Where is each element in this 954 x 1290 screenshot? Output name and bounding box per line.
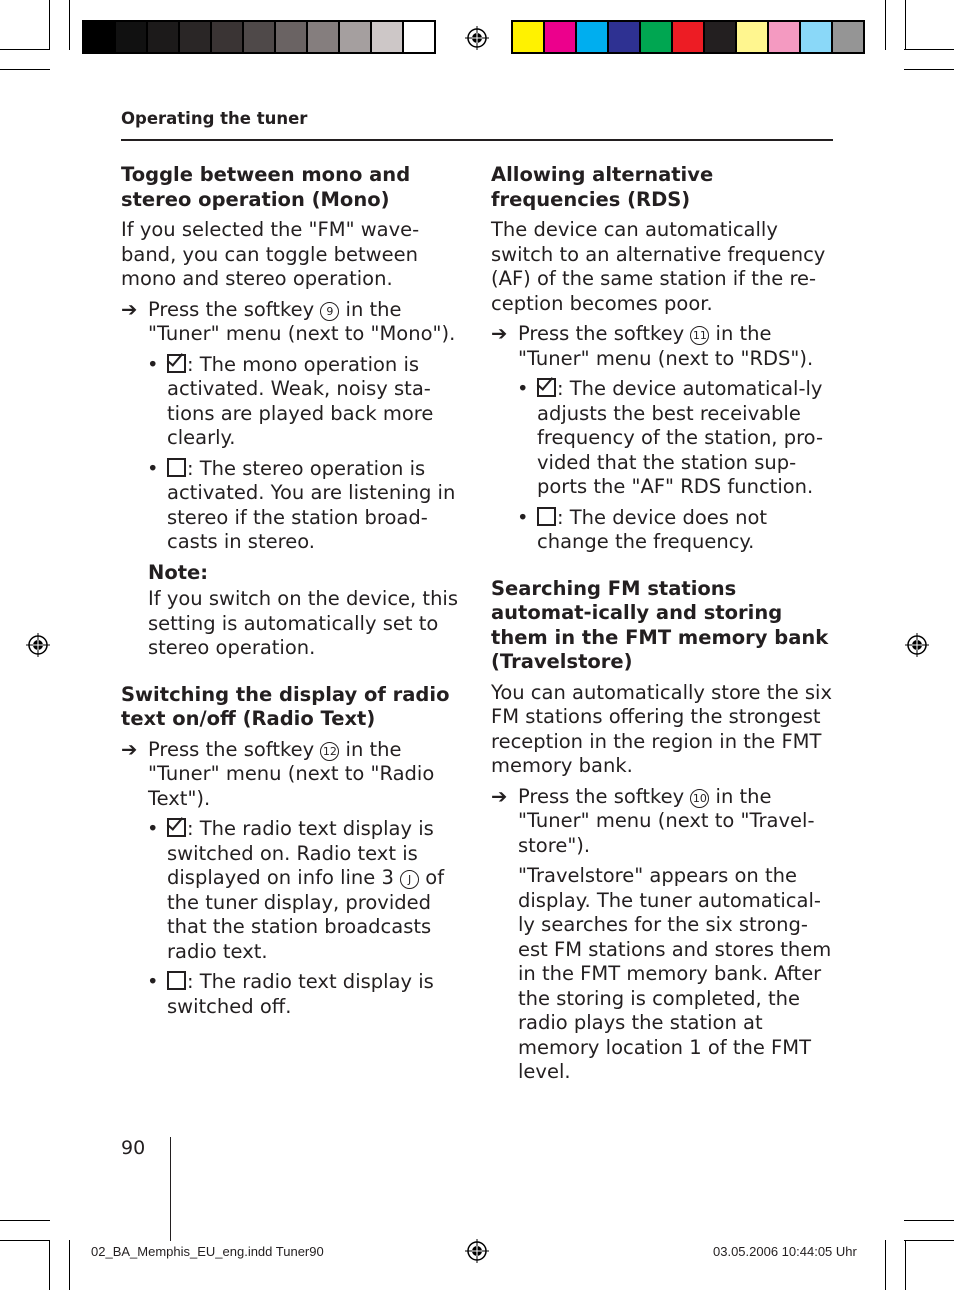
item-text: : The device automatical-ly adjusts the best receivable frequency of the station, pro-vided that the station sup-ports the "AF" RDS function. (537, 377, 823, 498)
step-text: in the "Tuner" menu (next to "Radio Text"). (148, 737, 435, 810)
softkey-number-icon: 11 (690, 326, 709, 345)
color-swatch (404, 22, 434, 52)
slug-file-info: 02_BA_Memphis_EU_eng.indd Tuner90 (91, 1244, 324, 1259)
unchecked-box-icon (537, 507, 556, 526)
section-heading-radio-text: Switching the display of radio text on/off (Radio Text) (121, 682, 450, 730)
crop-mark (69, 1240, 70, 1290)
color-swatch (673, 22, 705, 52)
color-swatch (801, 22, 833, 52)
color-swatch (148, 22, 180, 52)
checked-box-icon (537, 378, 556, 397)
travelstore-step (491, 785, 836, 859)
softkey-number-icon: 10 (690, 789, 709, 808)
registration-mark-icon (465, 26, 489, 50)
color-swatch (609, 22, 641, 52)
color-swatch (705, 22, 737, 52)
item-text: : The radio text display is switched on. Radio text is displayed on info line 3 (167, 817, 434, 889)
travelstore-result: "Travelstore" appears on the display. The tuner automatical-ly searches for the six strong-est FM stations and stores them in the FMT memory bank. After the storing is completed, the radio plays the station at memory location 1 of the FMT level. (518, 864, 832, 1083)
item-text: of the tuner display, provided that the station broadcasts radio text. (167, 866, 445, 963)
grayscale-color-bar (82, 20, 436, 54)
radio-text-step (121, 738, 471, 812)
crop-mark (49, 1240, 50, 1290)
step-text: Press the softkey (518, 784, 685, 808)
checked-box-icon (167, 354, 186, 373)
bullet-icon: • (147, 817, 159, 840)
arrow-icon: ➔ (491, 322, 508, 345)
slug-date-info: 03.05.2006 10:44:05 Uhr (713, 1244, 857, 1259)
item-text: : The device does not change the frequency. (537, 505, 768, 553)
step-text: in the "Tuner" menu (next to "RDS"). (518, 322, 814, 370)
right-column (491, 163, 836, 1091)
running-head: Operating the tuner (121, 109, 308, 128)
page-number-rule (170, 1137, 171, 1241)
travelstore-intro: You can automatically store the six FM stations offering the strongest reception in the region in the FMT memory bank. (491, 680, 833, 777)
step-text: in the "Tuner" menu (next to "Travel-store"). (518, 784, 815, 857)
crop-mark (0, 69, 50, 70)
rds-intro: The device can automatically switch to an alternative frequency (AF) of the same station if the re-ception becomes poor. (491, 218, 826, 315)
note-text: If you switch on the device, this setting is automatically set to stereo operation. (148, 587, 459, 659)
bullet-icon: • (147, 970, 159, 993)
crop-mark (0, 1220, 50, 1221)
color-swatch (545, 22, 577, 52)
color-swatch (833, 22, 863, 52)
step-text: in the "Tuner" menu (next to "Mono"). (148, 297, 456, 345)
mono-on-item (121, 353, 471, 451)
mono-off-item (121, 457, 471, 555)
bullet-icon: • (147, 456, 159, 480)
left-column (121, 163, 471, 1025)
crop-mark (69, 0, 70, 50)
section-heading-rds: Allowing alternative frequencies (RDS) (491, 163, 714, 211)
arrow-icon: ➔ (491, 784, 508, 808)
item-text: : The stereo operation is activated. You are listening in stereo if the station broad-casts in stereo. (167, 456, 456, 553)
crop-mark (905, 1240, 906, 1290)
checked-box-icon (167, 818, 186, 837)
arrow-icon: ➔ (121, 737, 138, 761)
softkey-number-icon: 9 (320, 302, 339, 321)
crop-mark (904, 1220, 954, 1221)
unchecked-box-icon (167, 458, 186, 477)
note-title: Note: (148, 560, 209, 584)
radio-text-on-item (121, 817, 471, 964)
color-swatch (180, 22, 212, 52)
item-text: : The mono operation is activated. Weak, noisy sta-tions are played back more clearly. (167, 352, 434, 449)
color-swatch (769, 22, 801, 52)
crop-mark (904, 1240, 954, 1241)
color-swatch (276, 22, 308, 52)
registration-mark-icon (905, 633, 929, 657)
mono-step (121, 298, 471, 347)
rds-on-item (491, 377, 836, 500)
mono-intro: If you selected the "FM" wave-band, you can toggle between mono and stereo operation. (121, 218, 420, 290)
registration-mark-icon (465, 1239, 489, 1263)
color-swatch (340, 22, 372, 52)
crop-mark (49, 0, 50, 50)
bullet-icon: • (517, 377, 529, 400)
unchecked-box-icon (167, 971, 186, 990)
step-text: Press the softkey (148, 297, 315, 321)
registration-mark-icon (26, 633, 50, 657)
color-swatch (641, 22, 673, 52)
process-color-bar (511, 20, 865, 54)
rds-step (491, 322, 836, 371)
info-line-key-icon: J (400, 870, 419, 889)
page-number: 90 (121, 1137, 146, 1159)
step-text: Press the softkey (148, 737, 315, 761)
crop-mark (0, 1240, 50, 1241)
bullet-icon: • (147, 352, 159, 376)
color-swatch (84, 22, 116, 52)
color-swatch (577, 22, 609, 52)
step-text: Press the softkey (518, 322, 685, 345)
item-text: : The radio text display is switched off. (167, 970, 434, 1018)
crop-mark (904, 49, 954, 50)
color-swatch (737, 22, 769, 52)
crop-mark (904, 69, 954, 70)
color-swatch (116, 22, 148, 52)
radio-text-off-item (121, 970, 471, 1019)
rds-off-item (491, 506, 836, 555)
crop-mark (885, 0, 886, 50)
crop-mark (905, 0, 906, 50)
color-swatch (212, 22, 244, 52)
crop-mark (885, 1240, 886, 1290)
color-swatch (372, 22, 404, 52)
color-swatch (513, 22, 545, 52)
color-swatch (244, 22, 276, 52)
section-heading-travelstore: Searching FM stations automat-ically and storing them in the FMT memory bank (Travelstore) (491, 576, 829, 673)
arrow-icon: ➔ (121, 297, 138, 321)
header-rule (121, 139, 833, 141)
softkey-number-icon: 12 (320, 742, 339, 761)
section-heading-mono: Toggle between mono and stereo operation (Mono) (121, 163, 411, 211)
crop-mark (0, 49, 50, 50)
bullet-icon: • (517, 505, 529, 529)
color-swatch (308, 22, 340, 52)
